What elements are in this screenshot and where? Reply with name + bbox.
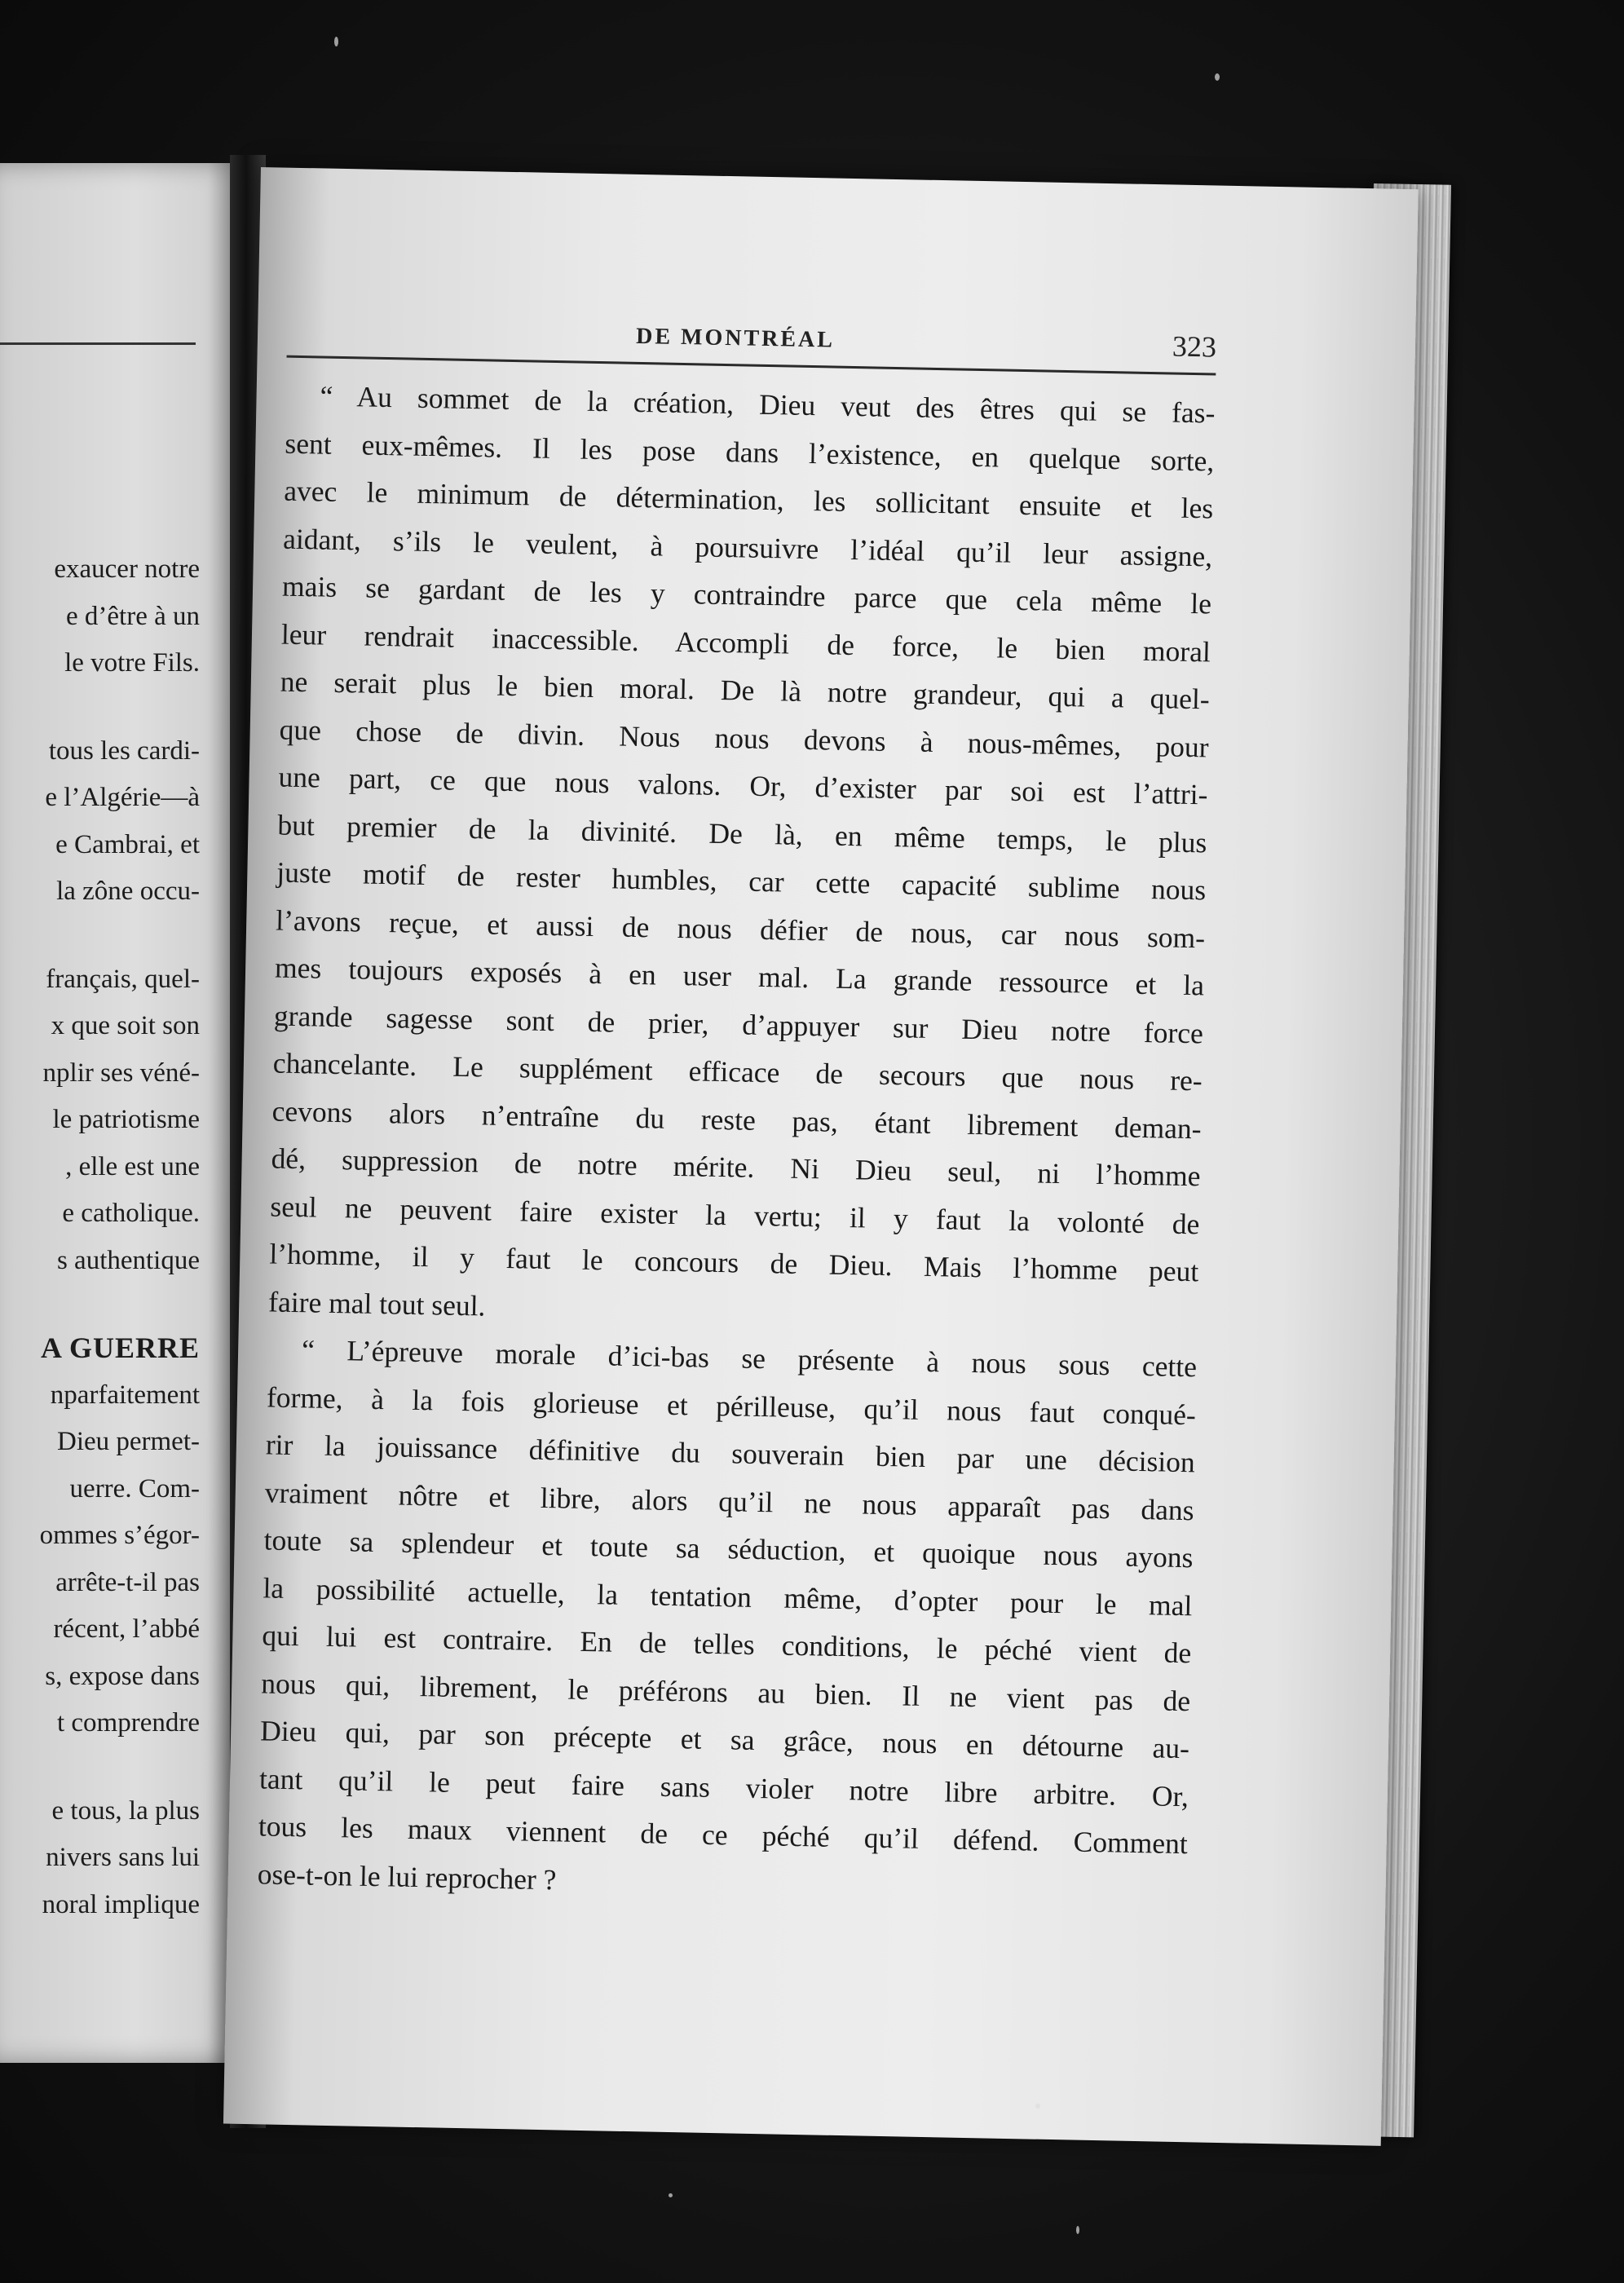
text-line: qui lui est contraire. En de telles conditions, le péché vient de (262, 1618, 1192, 1670)
text-line: que chose de divin. Nous nous devons à nous-mêmes, pour (279, 713, 1209, 763)
dust-speck (1076, 2226, 1079, 2234)
left-page (0, 163, 245, 2063)
page-content (257, 168, 1220, 1896)
left-page-line: ommes s’égor- (39, 1521, 200, 1550)
text-line: vraiment nôtre et libre, alors qu’il ne nous apparaît pas dans (264, 1475, 1194, 1526)
left-page-line: noral implique (42, 1889, 200, 1919)
text-line: juste motif de rester humbles, car cette capacité sublime nous (276, 855, 1207, 907)
text-line: “ L’épreuve morale d’ici-bas se présente à nous sous cette (301, 1333, 1198, 1384)
text-line: tant qu’il le peut faire sans violer notre libre arbitre. Or, (258, 1761, 1189, 1813)
left-page-line: Dieu permet- (56, 1427, 200, 1456)
left-page-line: la zône occu- (56, 877, 200, 906)
text-line: leur rendrait inaccessible. Accompli de force, le bien moral (280, 617, 1211, 668)
dust-speck (1215, 73, 1220, 81)
left-page-line: e Cambrai, et (55, 829, 200, 859)
left-page-line: nivers sans lui (46, 1843, 200, 1872)
text-line: “ Au sommet de la création, Dieu veut des êtres qui se fas- (320, 379, 1216, 430)
left-page-heading: A GUERRE (40, 1331, 200, 1364)
left-page-line: uerre. Com- (69, 1473, 200, 1504)
left-header-rule (0, 342, 196, 345)
text-line: chancelante. Le supplément efficace de secours que nous re- (272, 1046, 1203, 1097)
paragraph-2 (257, 1325, 1197, 1915)
text-line: grande sagesse sont de prier, d’appuyer sur Dieu notre force (273, 999, 1204, 1049)
text-line: l’avons reçue, et aussi de nous défier de nous, car nous som- (275, 903, 1206, 954)
left-page-line: s authentique (56, 1245, 200, 1275)
text-line: mes toujours exposés à en user mal. La grande ressource et la (274, 951, 1205, 1002)
left-page-line: nparfaitement (50, 1380, 200, 1410)
running-head-title: DE MONTRÉAL (635, 323, 836, 353)
left-page-line: t comprendre (56, 1708, 200, 1738)
left-page-line: e l’Algérie—à (45, 783, 200, 812)
text-line: toute sa splendeur et toute sa séduction, et quoique nous ayons (263, 1523, 1194, 1574)
text-line: sent eux-mêmes. Il les pose dans l’existence, en quelque sorte, (285, 426, 1215, 478)
dust-speck (669, 2193, 673, 2197)
text-line: tous les maux viennent de ce péché qu’il défend. Comment (258, 1809, 1189, 1861)
left-page-line: e d’être à un (66, 601, 200, 631)
text-line: ose-t-on le lui reprocher ? (257, 1857, 557, 1896)
text-line: seul ne peuvent faire exister la vertu; il y faut la volonté de (270, 1189, 1200, 1240)
left-page-gap (0, 1284, 200, 1325)
left-page-line: exaucer notre (54, 554, 200, 584)
text-line: l’homme, il y faut le concours de Dieu. Mais l’homme peut (269, 1237, 1199, 1288)
page-number: 323 (1172, 329, 1217, 364)
left-page-line: français, quel- (46, 964, 200, 994)
text-line: rir la jouissance définitive du souverain bien par une décision (265, 1428, 1196, 1479)
left-page-line: récent, l’abbé (53, 1614, 200, 1644)
text-line: Dieu qui, par son précepte et sa grâce, nous en détourne au- (259, 1714, 1190, 1765)
left-page-line: arrête-t-il pas (55, 1567, 200, 1597)
left-page-line: e catholique. (62, 1199, 200, 1228)
left-page-line: nplir ses véné- (42, 1058, 200, 1088)
left-page-text (0, 546, 200, 1928)
text-line: avec le minimum de détermination, les sollicitant ensuite et les (284, 474, 1214, 525)
right-page (223, 167, 1419, 2146)
text-line: but premier de la divinité. De là, en même temps, le plus (277, 808, 1207, 859)
text-line: mais se gardant de les y contraindre parce que cela même le (281, 569, 1212, 620)
left-page-line: le patriotisme (52, 1105, 200, 1134)
text-line: forme, à la fois glorieuse et périlleuse, qu’il nous faut conqué- (266, 1380, 1197, 1431)
body-text (257, 372, 1216, 1916)
left-page-line: , elle est une (65, 1151, 200, 1181)
left-page-line: x que soit son (51, 1011, 200, 1040)
dust-speck (1035, 2104, 1040, 2109)
text-line: la possibilité actuelle, la tentation même, d’opter pour le mal (263, 1570, 1193, 1622)
text-line: une part, ce que nous valons. Or, d’exister par soi est l’attri- (278, 760, 1208, 811)
left-page-line (0, 1747, 200, 1788)
left-page-line (0, 687, 200, 728)
text-line: aidant, s’ils le veulent, à poursuivre l’idéal qu’il leur assigne, (282, 522, 1213, 572)
text-line: nous qui, librement, le préférons au bien. Il ne vient pas de (260, 1666, 1191, 1717)
paragraph-1 (268, 372, 1216, 1344)
text-line: ne serait plus le bien moral. De là notre grandeur, qui a quel- (280, 665, 1211, 716)
text-line: dé, suppression de notre mérite. Ni Dieu seul, ni l’homme (271, 1142, 1201, 1193)
left-page-line: le votre Fils. (64, 648, 200, 678)
dust-speck (334, 37, 338, 46)
left-page-line: e tous, la plus (51, 1795, 200, 1826)
text-line: faire mal tout seul. (267, 1284, 486, 1323)
text-line: cevons alors n’entraîne du reste pas, étant librement deman- (271, 1093, 1202, 1145)
left-page-line (0, 916, 200, 956)
left-page-line: tous les cardi- (48, 735, 200, 766)
left-page-line: s, expose dans (45, 1661, 200, 1691)
